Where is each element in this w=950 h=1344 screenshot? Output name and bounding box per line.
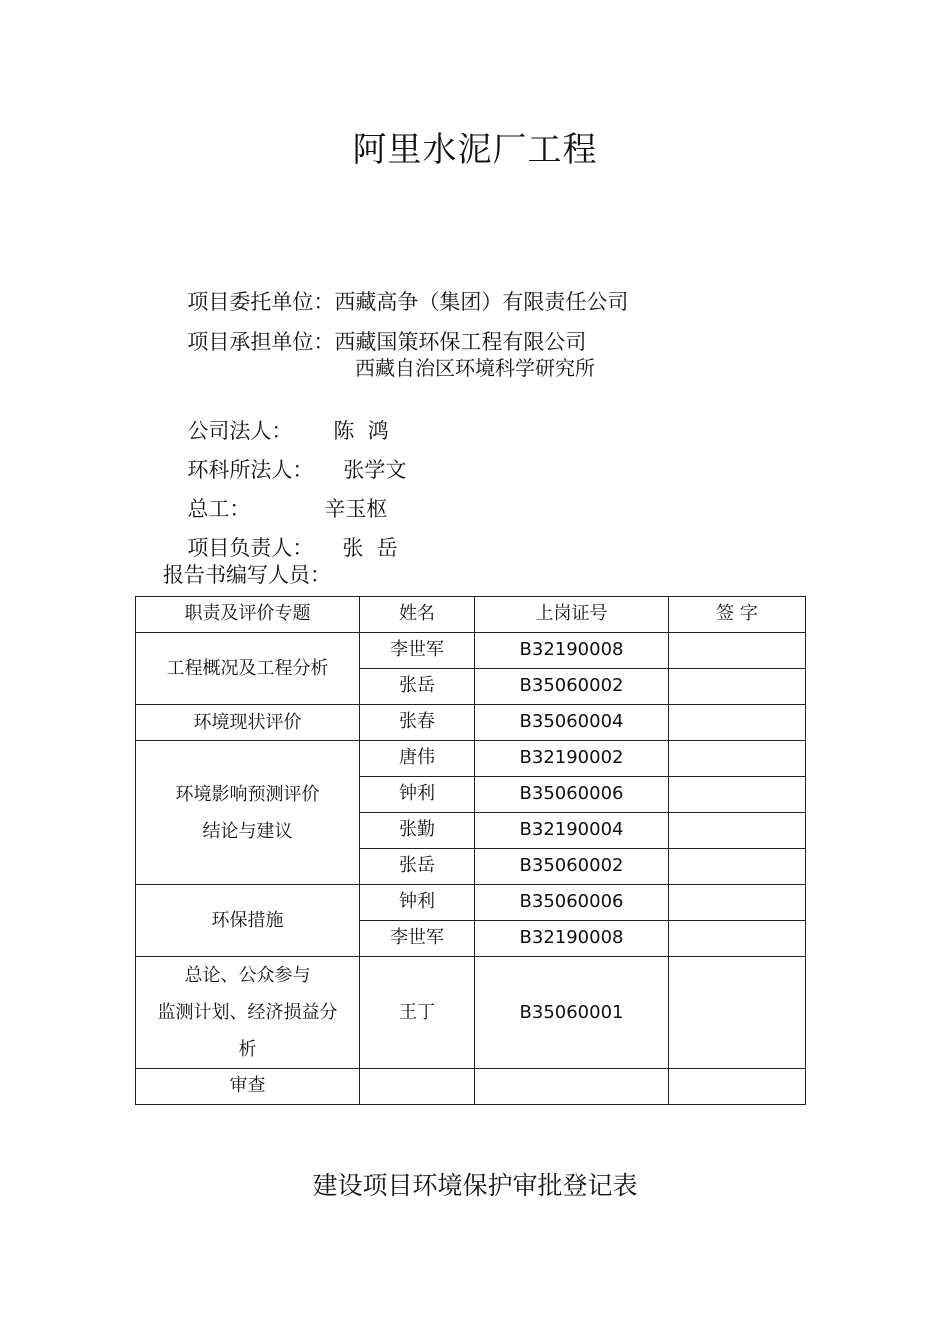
sign-cell[interactable] xyxy=(669,813,806,849)
header-name: 姓名 xyxy=(360,597,475,633)
cert-cell: B32190002 xyxy=(475,741,669,777)
topic-line: 总论、公众参与 xyxy=(184,965,311,986)
client-value: 西藏高争（集团）有限责任公司 xyxy=(334,290,629,314)
institute-legal-value: 张学文 xyxy=(343,458,407,482)
project-lead-row xyxy=(174,508,398,562)
sign-cell[interactable] xyxy=(669,957,806,1069)
table-row xyxy=(136,633,806,669)
contractor-row xyxy=(174,302,586,356)
table-row xyxy=(136,705,806,741)
topic-line: 环境影响预测评价 xyxy=(175,783,320,805)
staff-heading: 报告书编写人员： xyxy=(163,563,331,587)
table-row xyxy=(136,957,806,1069)
review-label: 审查 xyxy=(136,1069,360,1105)
table-row xyxy=(136,741,806,777)
topic-cell xyxy=(136,957,360,1069)
institute-legal-label: 环科所法人： xyxy=(187,458,314,482)
cert-cell: B32190008 xyxy=(475,633,669,669)
project-lead-value: 张 岳 xyxy=(342,536,398,560)
name-cell: 钟利 xyxy=(360,885,475,921)
sign-cell[interactable] xyxy=(669,669,806,705)
name-cell: 王丁 xyxy=(360,957,475,1069)
name-cell: 张春 xyxy=(360,705,475,741)
sign-cell[interactable] xyxy=(669,741,806,777)
table-row xyxy=(136,885,806,921)
topic-cell: 工程概况及工程分析 xyxy=(136,633,360,705)
topic-line: 监测计划、经济损益分 xyxy=(157,1002,338,1023)
cert-cell: B32190004 xyxy=(475,813,669,849)
header-cert: 上岗证号 xyxy=(475,597,669,633)
name-cell: 张岳 xyxy=(360,669,475,705)
topic-cell: 环境现状评价 xyxy=(136,705,360,741)
project-lead-label: 项目负责人： xyxy=(187,536,314,560)
name-cell: 唐伟 xyxy=(360,741,475,777)
sign-cell[interactable] xyxy=(669,777,806,813)
sign-cell[interactable] xyxy=(669,705,806,741)
name-cell: 李世军 xyxy=(360,921,475,957)
sign-cell[interactable] xyxy=(669,633,806,669)
header-sign: 签 字 xyxy=(669,597,806,633)
chief-engineer-label: 总工： xyxy=(187,497,251,521)
staff-table xyxy=(135,596,806,1105)
cert-cell: B35060001 xyxy=(475,957,669,1069)
sign-cell[interactable] xyxy=(669,921,806,957)
topic-line: 析 xyxy=(238,1039,257,1060)
contractor-value-2: 西藏自治区环境科学研究所 xyxy=(355,356,595,380)
table-row xyxy=(136,1069,806,1105)
cert-cell: B35060002 xyxy=(475,669,669,705)
cert-cell: B35060002 xyxy=(475,849,669,885)
review-name-cell[interactable] xyxy=(360,1069,475,1105)
sign-cell[interactable] xyxy=(669,885,806,921)
company-legal-value: 陈 鸿 xyxy=(333,419,389,443)
document-title: 阿里水泥厂工程 xyxy=(352,130,598,170)
name-cell: 李世军 xyxy=(360,633,475,669)
review-cert-cell[interactable] xyxy=(475,1069,669,1105)
topic-cell xyxy=(136,741,360,885)
chief-engineer-value: 辛玉枢 xyxy=(324,497,388,521)
contractor-value: 西藏国策环保工程有限公司 xyxy=(334,330,587,354)
topic-cell: 环保措施 xyxy=(136,885,360,957)
footer-title: 建设项目环境保护审批登记表 xyxy=(312,1171,638,1200)
client-label: 项目委托单位： xyxy=(187,290,335,314)
name-cell: 张勤 xyxy=(360,813,475,849)
review-sign-cell[interactable] xyxy=(669,1069,806,1105)
sign-cell[interactable] xyxy=(669,849,806,885)
header-topic: 职责及评价专题 xyxy=(136,597,360,633)
cert-cell: B32190008 xyxy=(475,921,669,957)
table-header-row xyxy=(136,597,806,633)
topic-line: 结论与建议 xyxy=(202,820,293,842)
cert-cell: B35060006 xyxy=(475,885,669,921)
contractor-label: 项目承担单位： xyxy=(187,330,335,354)
company-legal-label: 公司法人： xyxy=(187,419,293,443)
name-cell: 张岳 xyxy=(360,849,475,885)
name-cell: 钟利 xyxy=(360,777,475,813)
cert-cell: B35060006 xyxy=(475,777,669,813)
cert-cell: B35060004 xyxy=(475,705,669,741)
